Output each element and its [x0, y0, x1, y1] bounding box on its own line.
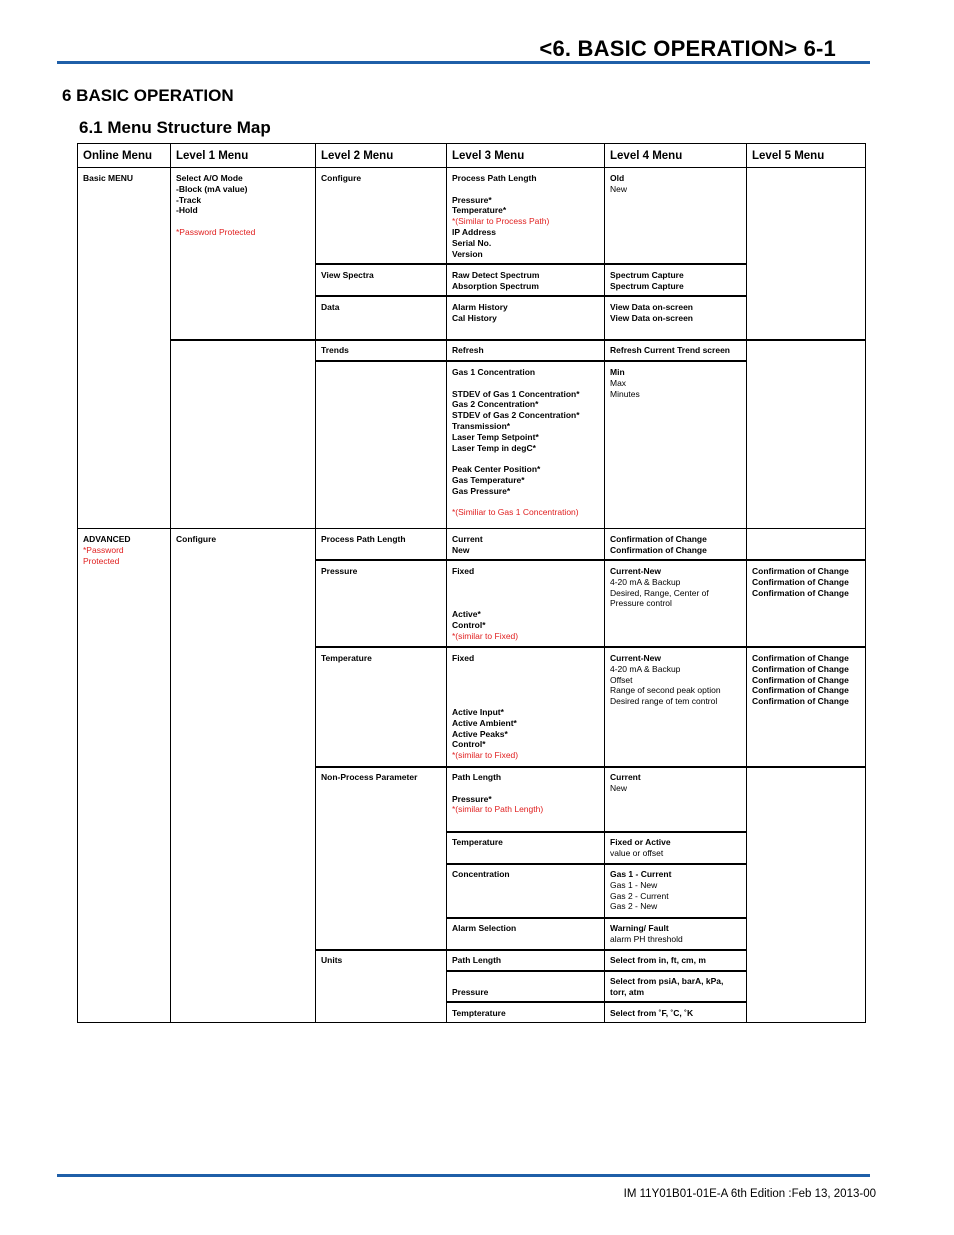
level3-pressure-items: [452, 566, 518, 642]
header-online-menu: Online Menu: [83, 150, 152, 162]
section-title: 6 BASIC OPERATION: [62, 86, 234, 105]
menu-line: Fixed: [452, 566, 475, 576]
subsection-title: 6.1 Menu Structure Map: [79, 118, 271, 137]
menu-line: Transmission*: [452, 420, 511, 431]
menu-line: Active*: [452, 609, 481, 620]
menu-line: Current: [610, 772, 641, 782]
menu-line: Offset: [610, 674, 633, 685]
menu-line: Warning/ Fault: [610, 923, 669, 933]
header-rule: [57, 61, 870, 64]
level3-configure-items: [452, 173, 549, 259]
menu-line: Select from in, ft, cm, m: [610, 955, 706, 965]
menu-line: Refresh: [452, 345, 484, 355]
row-divider: [77, 528, 866, 529]
menu-line: Alarm Selection: [452, 923, 517, 933]
menu-line: Non-Process Parameter: [321, 772, 418, 782]
menu-line: Pressure: [321, 566, 358, 576]
row-divider: [315, 263, 746, 265]
menu-line: Active Input*: [452, 706, 504, 717]
level3-spectra-items: [452, 270, 539, 292]
menu-line: Cal History: [452, 312, 497, 323]
level2-temperature: [321, 653, 372, 664]
menu-line: Fixed or Active: [610, 837, 671, 847]
line-spacer: [176, 216, 255, 227]
line-spacer: [452, 675, 518, 686]
menu-line: Minutes: [610, 388, 640, 399]
menu-line: Select from psiA, barA, kPa,: [610, 976, 724, 986]
menu-line: Peak Center Position*: [452, 464, 541, 475]
menu-line: 4-20 mA & Backup: [610, 663, 681, 674]
online-advanced-menu: [83, 534, 131, 566]
menu-line: Temperature*: [452, 205, 507, 216]
header-level-1: Level 1 Menu: [176, 150, 249, 162]
level3-np-concentration: [452, 869, 510, 880]
menu-line: Active Peaks*: [452, 728, 508, 739]
menu-line: *(similar to Fixed): [452, 630, 519, 641]
menu-line: Raw Detect Spectrum: [452, 270, 540, 280]
line-spacer: [452, 378, 580, 389]
line-spacer: [452, 664, 518, 675]
menu-line: *(Similiar to Gas 1 Concentration): [452, 507, 579, 518]
menu-line: Path Length: [452, 772, 502, 782]
level5-pressure: [752, 566, 849, 598]
level4-temperature: [610, 653, 721, 707]
level4-np-alarm: [610, 923, 683, 945]
level4-np-concentration: [610, 869, 671, 912]
menu-line: Old: [610, 173, 625, 183]
menu-line: Control*: [452, 619, 486, 630]
level3-data-items: [452, 302, 508, 324]
menu-line: Desired, Range, Center of: [610, 587, 709, 598]
menu-line: Concentration: [452, 869, 510, 879]
menu-line: Pressure*: [452, 793, 492, 804]
level2-process-path-length: [321, 534, 406, 545]
row-divider: [446, 831, 746, 833]
menu-line: Laser Temp Setpoint*: [452, 431, 539, 442]
menu-line: Temperature: [321, 653, 372, 663]
menu-line: Units: [321, 955, 343, 965]
menu-line: Spectrum Capture: [610, 280, 684, 291]
level4-np-temperature: [610, 837, 671, 859]
menu-line: *Password Protected: [176, 226, 256, 237]
row-divider: [170, 339, 866, 341]
menu-line: Process Path Length: [452, 173, 537, 183]
row-divider: [315, 646, 866, 648]
menu-line: Version: [452, 248, 483, 259]
row-divider: [446, 863, 746, 865]
menu-line: Absorption Spectrum: [452, 280, 539, 291]
level3-temperature-items: [452, 653, 518, 761]
level2-trends: [321, 345, 349, 356]
page-header-title: <6. BASIC OPERATION> 6-1: [539, 36, 836, 61]
level5-temperature: [752, 653, 849, 707]
menu-line: Temperature: [452, 837, 503, 847]
menu-line: Confirmation of Change: [752, 653, 849, 663]
level3-units-temperature: [452, 1008, 506, 1019]
row-divider: [446, 1001, 746, 1003]
row-divider: [315, 295, 746, 297]
menu-line: Trends: [321, 345, 349, 355]
menu-line: IP Address: [452, 226, 496, 237]
menu-line: Confirmation of Change: [752, 685, 849, 696]
level2-non-process-parameter: [321, 772, 417, 783]
menu-structure-table: [77, 143, 866, 1023]
online-basic-menu: [83, 173, 133, 184]
menu-line: Gas 1 Concentration: [452, 367, 536, 377]
header-level-3: Level 3 Menu: [452, 150, 525, 162]
level3-trends-list: [452, 367, 580, 518]
menu-line: alarm PH threshold: [610, 933, 683, 944]
menu-line: ADVANCED: [83, 534, 131, 544]
menu-line: Refresh Current Trend screen: [610, 345, 730, 355]
menu-line: Select A/O Mode: [176, 173, 243, 183]
level2-units: [321, 955, 342, 966]
menu-line: Current-New: [610, 653, 662, 663]
menu-line: Confirmation of Change: [752, 576, 849, 587]
menu-line: Tempterature: [452, 1008, 506, 1018]
menu-line: Protected: [83, 555, 120, 566]
menu-line: Confirmation of Change: [752, 566, 849, 576]
menu-line: Current-New: [610, 566, 662, 576]
menu-line: Confirmation of Change: [752, 587, 849, 598]
menu-line: Gas 2 Concentration*: [452, 399, 539, 410]
menu-line: Laser Temp in degC*: [452, 442, 536, 453]
line-spacer: [452, 184, 549, 195]
line-spacer: [452, 577, 518, 588]
level4-configure: [610, 173, 627, 195]
col-divider: [170, 143, 171, 1023]
row-divider: [315, 949, 746, 951]
col-divider: [604, 143, 605, 1023]
level4-data: [610, 302, 693, 324]
menu-line: Configure: [321, 173, 362, 183]
menu-line: STDEV of Gas 1 Concentration*: [452, 388, 580, 399]
menu-line: *(Similar to Process Path): [452, 216, 550, 227]
menu-line: Select from ˚F, ˚C, ˚K: [610, 1008, 694, 1018]
level2-configure: [321, 173, 361, 184]
level3-np-alarm-selection: [452, 923, 516, 934]
menu-line: Basic MENU: [83, 173, 134, 183]
menu-line: torr, atm: [610, 986, 645, 997]
line-spacer: [452, 696, 518, 707]
header-level-2: Level 2 Menu: [321, 150, 394, 162]
footer-rule: [57, 1174, 870, 1177]
menu-line: Confirmation of Change: [610, 544, 707, 555]
menu-line: -Hold: [176, 205, 198, 216]
menu-line: Confirmation of Change: [752, 663, 849, 674]
menu-line: Active Ambient*: [452, 717, 517, 728]
menu-line: *Password: [83, 544, 124, 555]
menu-line: Data: [321, 302, 340, 312]
row-divider: [315, 766, 866, 768]
level4-pressure: [610, 566, 709, 609]
line-spacer: [452, 783, 543, 794]
menu-line: Confirmation of Change: [752, 674, 849, 685]
line-spacer: [452, 588, 518, 599]
menu-line: Gas Pressure*: [452, 485, 511, 496]
menu-line: Path Length: [452, 955, 502, 965]
menu-line: *(similar to Fixed): [452, 750, 519, 761]
level3-np-path-length: [452, 772, 543, 815]
level1-configure: [176, 534, 216, 545]
menu-line: *(similar to Path Length): [452, 804, 544, 815]
menu-line: Pressure control: [610, 598, 672, 609]
menu-line: New: [452, 544, 470, 555]
col-divider: [315, 143, 316, 1023]
menu-line: 4-20 mA & Backup: [610, 576, 681, 587]
menu-line: Serial No.: [452, 237, 492, 248]
page-footer: IM 11Y01B01-01E-A 6th Edition :Feb 13, 2013-00: [623, 1188, 876, 1200]
menu-line: Range of second peak option: [610, 685, 721, 696]
menu-line: New: [610, 183, 628, 194]
level3-path-length-items: [452, 534, 483, 556]
menu-line: Current: [452, 534, 483, 544]
menu-line: View Data on-screen: [610, 302, 693, 312]
col-divider: [446, 143, 447, 1023]
menu-line: New: [610, 782, 628, 793]
level4-units-path-length: [610, 955, 706, 966]
menu-line: Confirmation of Change: [752, 696, 849, 707]
menu-line: Gas 2 - Current: [610, 890, 669, 901]
menu-line: Control*: [452, 739, 486, 750]
row-divider: [315, 360, 746, 362]
menu-line: Configure: [176, 534, 217, 544]
row-divider: [77, 167, 866, 168]
menu-line: View Spectra: [321, 270, 374, 280]
level1-ao-mode: [176, 173, 255, 238]
level2-pressure: [321, 566, 357, 577]
row-divider: [446, 917, 746, 919]
menu-line: Spectrum Capture: [610, 270, 684, 280]
level4-path-length: [610, 534, 707, 556]
menu-line: Max: [610, 377, 627, 388]
level4-units-pressure: [610, 976, 723, 998]
level4-np-path-length: [610, 772, 641, 794]
col-divider: [746, 143, 747, 1023]
row-divider: [315, 559, 866, 561]
menu-line: Gas 1 - New: [610, 879, 658, 890]
menu-line: Min: [610, 367, 625, 377]
menu-line: Gas Temperature*: [452, 474, 525, 485]
level3-np-temperature: [452, 837, 503, 848]
level3-units-path-length: [452, 955, 501, 966]
level4-units-temperature: [610, 1008, 693, 1019]
menu-line: STDEV of Gas 2 Concentration*: [452, 410, 580, 421]
level3-units-pressure: [452, 987, 488, 998]
menu-line: -Block (mA value): [176, 183, 248, 194]
line-spacer: [452, 598, 518, 609]
menu-line: Gas 2 - New: [610, 901, 658, 912]
level3-trends-refresh: [452, 345, 484, 356]
menu-line: Pressure: [452, 987, 489, 997]
menu-line: Pressure*: [452, 194, 492, 205]
level2-view-spectra: [321, 270, 374, 281]
level4-trends-list: [610, 367, 640, 399]
menu-line: View Data on-screen: [610, 312, 693, 323]
line-spacer: [452, 453, 580, 464]
level4-spectra: [610, 270, 684, 292]
header-level-5: Level 5 Menu: [752, 150, 825, 162]
menu-line: Confirmation of Change: [610, 534, 707, 544]
header-level-4: Level 4 Menu: [610, 150, 683, 162]
menu-line: -Track: [176, 194, 202, 205]
menu-line: Gas 1 - Current: [610, 869, 672, 879]
menu-line: Alarm History: [452, 302, 508, 312]
level2-data: [321, 302, 339, 313]
line-spacer: [452, 685, 518, 696]
row-divider: [446, 970, 746, 972]
level4-trends-refresh: [610, 345, 730, 356]
menu-line: value or offset: [610, 847, 664, 858]
menu-line: Fixed: [452, 653, 475, 663]
menu-line: Process Path Length: [321, 534, 406, 544]
menu-line: Desired range of tem control: [610, 696, 718, 707]
line-spacer: [452, 497, 580, 508]
